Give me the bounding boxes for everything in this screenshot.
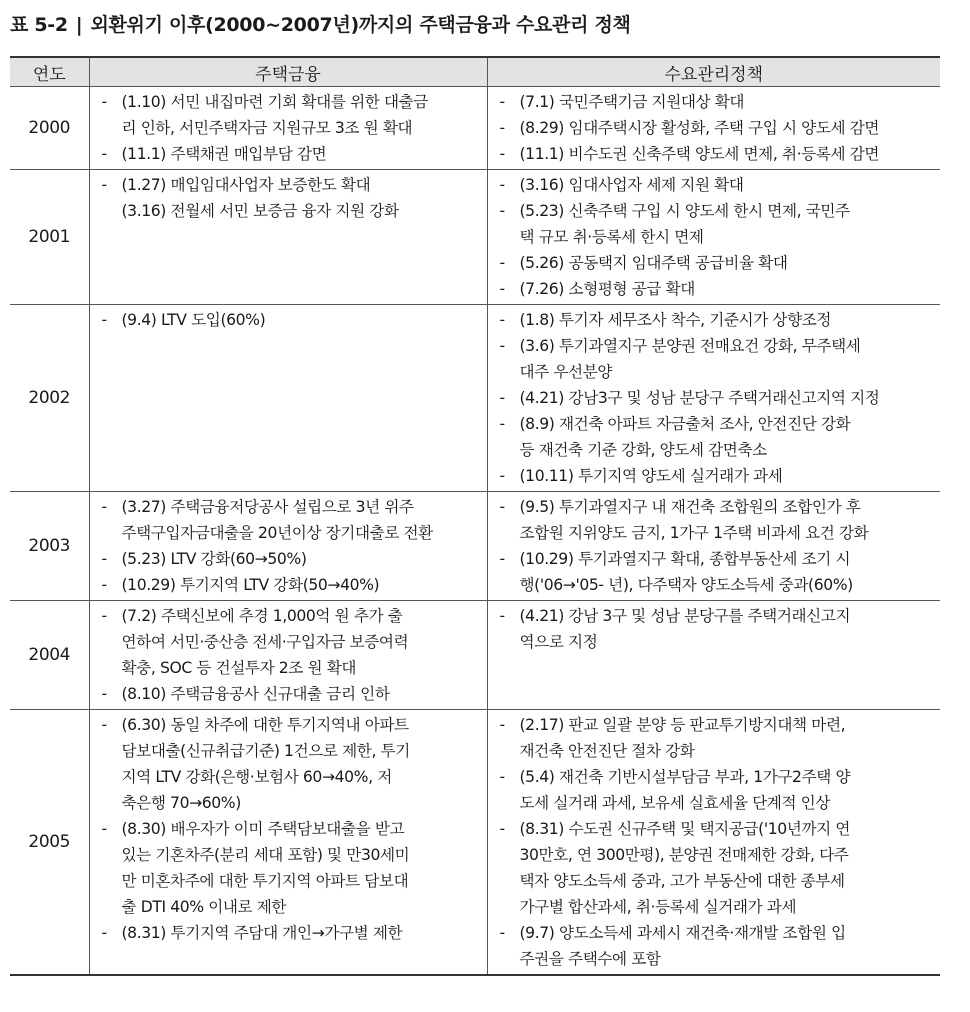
policy-list (488, 307, 941, 489)
list-item (488, 411, 935, 463)
policy-list (488, 712, 941, 972)
year-cell: 2004 (10, 601, 89, 710)
bullet-dash: - (499, 145, 505, 163)
item-text: (1.27) 매입임대사업자 보증한도 확대 (121, 176, 371, 194)
bullet-dash: - (499, 415, 505, 433)
item-text: (3.6) 투기과열지구 분양권 전매요건 강화, 무주택세 대주 우선분양 (519, 337, 861, 381)
bullet-dash: - (101, 311, 107, 329)
list-item (488, 307, 935, 333)
bullet-dash: - (499, 93, 505, 111)
bullet-dash: - (499, 467, 505, 485)
year-cell: 2000 (10, 87, 89, 170)
list-item (90, 307, 481, 333)
table-row (10, 170, 940, 305)
list-item (90, 920, 481, 946)
bullet-dash: - (499, 768, 505, 786)
item-text: (8.30) 배우자가 이미 주택담보대출을 받고 있는 기혼차주(분리 세대 포함) 및 만30세미 만 미혼차주에 대한 투기지역 아파트 담보대 출 DTI 40% 이내로 제한 (121, 820, 410, 916)
bullet-dash: - (101, 716, 107, 734)
table-number: 표 5-2 (10, 14, 68, 36)
bullet-dash: - (499, 607, 505, 625)
list-item (90, 712, 481, 816)
list-item (488, 463, 935, 489)
item-text: (11.1) 비수도권 신축주택 양도세 면제, 취·등록세 감면 (519, 145, 880, 163)
demand-policy-cell (487, 170, 940, 305)
list-item (488, 546, 935, 598)
item-text: (8.9) 재건축 아파트 자금출처 조사, 안전진단 강화 등 재건축 기준 강화, 양도세 감면축소 (519, 415, 851, 459)
bullet-dash: - (101, 607, 107, 625)
list-item (488, 603, 935, 655)
demand-policy-cell (487, 87, 940, 170)
policy-list (488, 494, 941, 598)
bullet-dash: - (101, 145, 107, 163)
policy-list (90, 307, 487, 333)
item-text: (5.4) 재건축 기반시설부담금 부과, 1가구2주택 양 도세 실거래 과세, 보유세 실효세율 단계적 인상 (519, 768, 851, 812)
item-text: (1.10) 서민 내집마련 기회 확대를 위한 대출금 리 인하, 서민주택자금 지원규모 3조 원 확대 (121, 93, 428, 137)
list-item (488, 494, 935, 546)
list-item (90, 141, 481, 167)
housing-finance-cell (89, 710, 487, 976)
item-text: (2.17) 판교 일괄 분양 등 판교투기방지대책 마련, 재건축 안전진단 절차 강화 (519, 716, 846, 760)
item-text: (7.1) 국민주택기금 지원대상 확대 (519, 93, 745, 111)
header-row (10, 57, 940, 87)
item-text: (9.5) 투기과열지구 내 재건축 조합원의 조합인가 후 조합원 지위양도 금지, 1가구 1주택 비과세 요건 강화 (519, 498, 869, 542)
demand-policy-cell (487, 601, 940, 710)
year-cell: 2002 (10, 305, 89, 492)
list-item (90, 603, 481, 681)
table-row (10, 87, 940, 170)
bullet-dash: - (101, 550, 107, 568)
item-text: (3.27) 주택금융저당공사 설립으로 3년 위주 주택구입자금대출을 20년이상 장기대출로 전환 (121, 498, 433, 542)
item-text: (5.23) LTV 강화(60→50%) (121, 550, 307, 568)
item-text: (10.29) 투기과열지구 확대, 종합부동산세 조기 시 행('06→'05- 년), 다주택자 양도소득세 중과(60%) (519, 550, 853, 594)
list-item (488, 333, 935, 385)
item-text: (4.21) 강남 3구 및 성남 분당구를 주택거래신고지 역으로 지정 (519, 607, 851, 651)
table-row (10, 601, 940, 710)
bullet-dash: - (499, 254, 505, 272)
item-text: (3.16) 전월세 서민 보증금 융자 지원 강화 (121, 202, 399, 220)
bullet-dash: - (499, 924, 505, 942)
bullet-dash: - (499, 280, 505, 298)
bullet-dash: - (499, 716, 505, 734)
policy-table (10, 56, 940, 976)
housing-finance-cell (89, 492, 487, 601)
table-row (10, 305, 940, 492)
item-text: (7.26) 소형평형 공급 확대 (519, 280, 695, 298)
table-row (10, 492, 940, 601)
list-item (90, 572, 481, 598)
item-text: (4.21) 강남3구 및 성남 분당구 주택거래신고지역 지정 (519, 389, 880, 407)
item-text: (10.29) 투기지역 LTV 강화(50→40%) (121, 576, 380, 594)
year-cell: 2005 (10, 710, 89, 976)
bullet-dash: - (101, 176, 107, 194)
bullet-dash: - (499, 498, 505, 516)
bullet-dash: - (101, 820, 107, 838)
housing-finance-cell (89, 87, 487, 170)
item-text: (5.23) 신축주택 구입 시 양도세 한시 면제, 국민주 택 규모 취·등록세 한시 면제 (519, 202, 850, 246)
list-item (488, 141, 935, 167)
bullet-dash: - (499, 389, 505, 407)
item-text: (8.31) 투기지역 주담대 개인→가구별 제한 (121, 924, 403, 942)
demand-policy-cell (487, 710, 940, 976)
bullet-dash: - (499, 337, 505, 355)
table-row (10, 710, 940, 976)
list-item (488, 920, 935, 972)
bullet-dash: - (101, 576, 107, 594)
item-text: (9.7) 양도소득세 과세시 재건축·재개발 조합원 입 주권을 주택수에 포함 (519, 924, 846, 968)
list-item (488, 198, 935, 250)
housing-finance-cell (89, 305, 487, 492)
item-text: (7.2) 주택신보에 추경 1,000억 원 추가 출 연하여 서민·중산층 전세·구입자금 보증여력 확충, SOC 등 건설투자 2조 원 확대 (121, 607, 409, 677)
list-item (488, 712, 935, 764)
policy-list (90, 89, 487, 167)
item-text: (8.10) 주택금융공사 신규대출 금리 인하 (121, 685, 390, 703)
header-housing-finance: 주택금융 (89, 57, 487, 87)
policy-list (90, 172, 487, 224)
bullet-dash: - (499, 311, 505, 329)
housing-finance-cell (89, 601, 487, 710)
item-text: (5.26) 공동택지 임대주택 공급비율 확대 (519, 254, 788, 272)
bullet-dash: - (499, 550, 505, 568)
header-year: 연도 (10, 57, 89, 87)
list-item (488, 250, 935, 276)
bullet-dash: - (499, 176, 505, 194)
demand-policy-cell (487, 305, 940, 492)
item-text: (6.30) 동일 차주에 대한 투기지역내 아파트 담보대출(신규취급기준) 1건으로 제한, 투기 지역 LTV 강화(은행·보험사 60→40%, 저 축은행 70→60%) (121, 716, 410, 812)
bullet-dash: - (101, 498, 107, 516)
title-separator: | (75, 14, 83, 36)
housing-finance-cell (89, 170, 487, 305)
list-item (488, 764, 935, 816)
list-item (90, 198, 481, 224)
list-item (488, 385, 935, 411)
list-item (90, 172, 481, 198)
demand-policy-cell (487, 492, 940, 601)
item-text: (3.16) 임대사업자 세제 지원 확대 (519, 176, 744, 194)
table-title-text: 외환위기 이후(2000~2007년)까지의 주택금융과 수요관리 정책 (90, 14, 631, 36)
year-cell: 2001 (10, 170, 89, 305)
year-cell: 2003 (10, 492, 89, 601)
policy-list (90, 494, 487, 598)
list-item (90, 816, 481, 920)
table-title (10, 10, 631, 37)
bullet-dash: - (101, 93, 107, 111)
list-item (90, 89, 481, 141)
header-demand-policy: 수요관리정책 (487, 57, 940, 87)
bullet-dash: - (101, 685, 107, 703)
list-item (90, 681, 481, 707)
list-item (488, 115, 935, 141)
list-item (488, 89, 935, 115)
list-item (90, 494, 481, 546)
bullet-dash: - (101, 924, 107, 942)
item-text: (1.8) 투기자 세무조사 착수, 기준시가 상향조정 (519, 311, 832, 329)
list-item (90, 546, 481, 572)
policy-list (488, 172, 941, 302)
policy-list (488, 603, 941, 655)
item-text: (9.4) LTV 도입(60%) (121, 311, 266, 329)
item-text: (10.11) 투기지역 양도세 실거래가 과세 (519, 467, 783, 485)
bullet-dash: - (499, 820, 505, 838)
list-item (488, 816, 935, 920)
policy-list (90, 603, 487, 707)
list-item (488, 172, 935, 198)
policy-list (488, 89, 941, 167)
policy-list (90, 712, 487, 946)
item-text: (8.29) 임대주택시장 활성화, 주택 구입 시 양도세 감면 (519, 119, 880, 137)
list-item (488, 276, 935, 302)
item-text: (11.1) 주택채권 매입부담 감면 (121, 145, 327, 163)
bullet-dash: - (499, 202, 505, 220)
item-text: (8.31) 수도권 신규주택 및 택지공급('10년까지 연 30만호, 연 300만평), 분양권 전매제한 강화, 다주 택자 양도소득세 중과, 고가 부동산에 대한 종부세 가구별 합산과세, 취·등록세 실거래가 과세 (519, 820, 851, 916)
bullet-dash: - (499, 119, 505, 137)
